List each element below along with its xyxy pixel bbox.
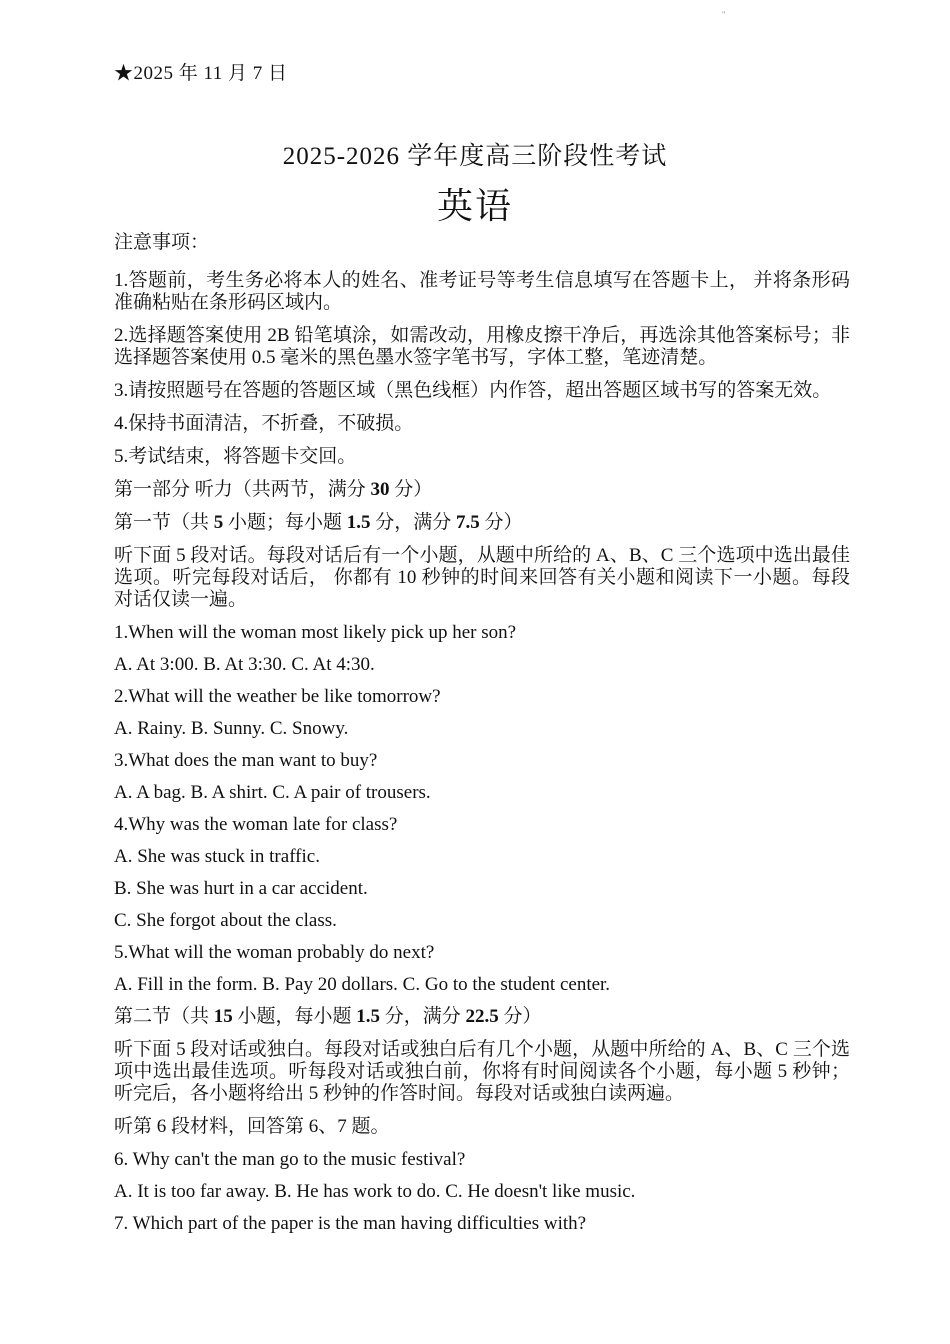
notice-item: 4.保持书面清洁，不折叠，不破损。 [114,413,414,434]
heading-text: 分，满分 [375,512,452,533]
section1-instructions: 听下面 5 段对话。每段对话后有一个小题，从题中所给的 A、B、C 三个选项中选出最佳选项。听完每段对话后， 你都有 10 秒钟的时间来回答有关小题和阅读下一小题。每段对话仅读一遍。 [114,545,850,610]
per-question-score: 1.5 [346,512,371,533]
question-option: C. She forgot about the class. [114,910,337,931]
question: 3.What does the man want to buy? [114,750,378,771]
question-count: 15 [213,1006,233,1027]
question-option: B. She was hurt in a car accident. [114,878,368,899]
heading-text: 小题，每小题 [237,1006,352,1027]
question: 5.What will the woman probably do next? [114,942,435,963]
notice-item: 1.答题前，考生务必将本人的姓名、准考证号等考生信息填写在答题卡上， 并将条形码准确粘贴在条形码区域内。 [114,270,850,313]
heading-text: 分） [484,512,523,533]
question-options: A. At 3:00. B. At 3:30. C. At 4:30. [114,654,375,675]
question-options: A. A bag. B. A shirt. C. A pair of trousers. [114,782,431,803]
section2-instructions: 听下面 5 段对话或独白。每段对话或独白后有几个小题，从题中所给的 A、B、C 三个选项中选出最佳选项。听每段对话或独白前，你将有时间阅读各个小题，每小题 5 秒钟；听完后，各小题将给出 5 秒钟的作答时间。每段对话或独白读两遍。 [114,1039,850,1104]
total-score: 7.5 [456,512,480,533]
heading-text: 小题；每小题 [228,512,343,533]
exam-date: ★2025 年 11 月 7 日 [114,63,288,84]
per-question-score: 1.5 [356,1006,381,1027]
heading-text: 第二节（共 [114,1006,210,1027]
question: 4.Why was the woman late for class? [114,814,398,835]
question-options: A. Fill in the form. B. Pay 20 dollars. C. Go to the student center. [114,974,611,995]
question-options: A. Rainy. B. Sunny. C. Snowy. [114,718,349,739]
heading-text: 分） [503,1006,542,1027]
question-option: A. She was stuck in traffic. [114,846,320,867]
section1-heading [114,512,850,534]
part1-heading [114,479,850,501]
material-note: 听第 6 段材料，回答第 6、7 题。 [114,1116,390,1137]
heading-score: 30 [370,479,390,500]
exam-content [114,232,850,1245]
heading-text: 分） [394,479,433,500]
scan-mark: " [722,10,726,19]
question: 7. Which part of the paper is the man having difficulties with? [114,1213,587,1234]
notice-item: 2.选择题答案使用 2B 铅笔填涂，如需改动，用橡皮擦干净后，再选涂其他答案标号；非选择题答案使用 0.5 毫米的黑色墨水签字笔书写，字体工整，笔迹清楚。 [114,325,850,368]
heading-text: 第一节（共 [114,512,210,533]
exam-title: 2025-2026 学年度高三阶段性考试 [282,143,668,170]
total-score: 22.5 [465,1006,499,1027]
section2-heading [114,1006,850,1028]
subject-title: 英语 [436,186,513,226]
heading-text: 第一部分 听力（共两节，满分 [114,479,366,500]
question-options: A. It is too far away. B. He has work to do. C. He doesn't like music. [114,1181,636,1202]
notice-title: 注意事项： [114,232,210,253]
question: 6. Why can't the man go to the music festival? [114,1149,466,1170]
notice-item: 5.考试结束，将答题卡交回。 [114,446,357,467]
notice-item: 3.请按照题号在答题的答题区域（黑色线框）内作答，超出答题区域书写的答案无效。 [114,380,832,401]
question-count: 5 [213,512,224,533]
question: 2.What will the weather be like tomorrow? [114,686,441,707]
question: 1.When will the woman most likely pick up her son? [114,622,517,643]
heading-text: 分，满分 [384,1006,461,1027]
